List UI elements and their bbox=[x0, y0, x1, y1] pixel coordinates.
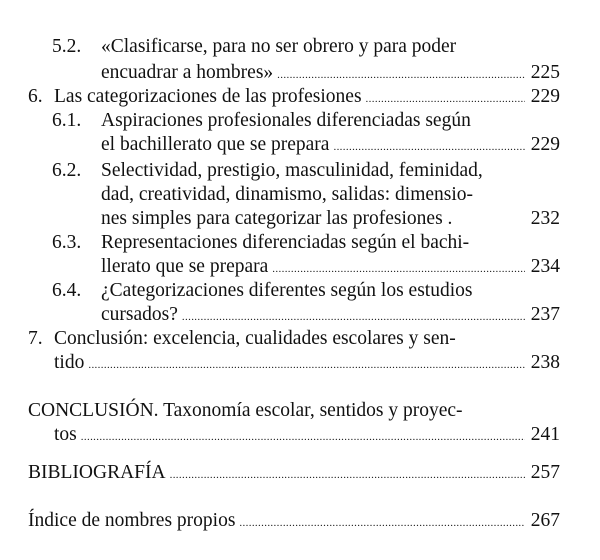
toc-entry-text: Representaciones diferenciadas según el bachi- bbox=[101, 232, 470, 253]
toc-page-number: 229 bbox=[530, 86, 560, 107]
toc-entry-number: 6.4. bbox=[52, 280, 82, 301]
leader-dots bbox=[88, 350, 524, 378]
toc-entry-number: 7. bbox=[28, 328, 43, 349]
toc-entry-text: CONCLUSIÓN. Taxonomía escolar, sentidos y proyec- bbox=[28, 400, 463, 421]
toc-entry-bibliografia bbox=[28, 460, 560, 486]
toc-entry-text: Índice de nombres propios bbox=[28, 510, 236, 531]
toc-entry-conclusion-line-1 bbox=[28, 398, 560, 424]
toc-entry-number: 6. bbox=[28, 86, 43, 107]
toc-entry-6-2-line-2 bbox=[101, 182, 560, 208]
leader-dots bbox=[170, 460, 525, 488]
toc-page-number: 229 bbox=[530, 134, 560, 155]
toc-entry-number: 6.1. bbox=[52, 110, 82, 131]
toc-entry-text: nes simples para categorizar las profesiones . bbox=[101, 208, 453, 229]
toc-entry-text: encuadrar a hombres» bbox=[101, 62, 274, 83]
toc-entry-6-2-line-1 bbox=[0, 158, 560, 184]
toc-entry-6-3-line-2 bbox=[101, 254, 560, 280]
toc-page-number: 225 bbox=[530, 62, 560, 83]
toc-page-number: 257 bbox=[530, 462, 560, 483]
toc-page-number: 267 bbox=[530, 510, 560, 531]
toc-entry-6-3-line-1 bbox=[0, 230, 560, 256]
toc-entry-6-4-line-1 bbox=[0, 278, 560, 304]
toc-entry-6-1-line-2 bbox=[101, 132, 560, 158]
toc-entry-text: BIBLIOGRAFÍA bbox=[28, 462, 166, 483]
toc-page-number: 238 bbox=[530, 352, 560, 373]
leader-dots bbox=[239, 508, 524, 536]
toc-page-number: 237 bbox=[530, 304, 560, 325]
toc-page-number: 241 bbox=[530, 424, 560, 445]
toc-entry-number: 5.2. bbox=[52, 36, 82, 57]
toc-entry-text: Aspiraciones profesionales diferenciadas según bbox=[101, 110, 471, 131]
toc-entry-7-line-2 bbox=[54, 350, 560, 376]
toc-entry-6-4-line-2 bbox=[101, 302, 560, 328]
toc-entry-conclusion-line-2 bbox=[54, 422, 560, 448]
toc-entry-text: ¿Categorizaciones diferentes según los estudios bbox=[101, 280, 473, 301]
toc-entry-5-2-line-2 bbox=[101, 60, 560, 86]
toc-entry-text: el bachillerato que se prepara bbox=[101, 134, 330, 155]
toc-page-number: 232 bbox=[530, 208, 560, 229]
toc-entry-number: 6.3. bbox=[52, 232, 82, 253]
toc-entry-6-1-line-1 bbox=[0, 108, 560, 134]
toc-entry-text: «Clasificarse, para no ser obrero y para poder bbox=[101, 36, 457, 57]
toc-entry-text: Las categorizaciones de las profesiones bbox=[54, 86, 362, 107]
toc-entry-indice bbox=[28, 508, 560, 534]
toc-entry-text: tido bbox=[54, 352, 85, 373]
toc-entry-text: dad, creatividad, dinamismo, salidas: dimensio- bbox=[101, 184, 474, 205]
toc-entry-text: Selectividad, prestigio, masculinidad, feminidad, bbox=[101, 160, 483, 181]
leader-dots bbox=[81, 422, 525, 450]
toc-entry-6-2-line-3 bbox=[101, 206, 560, 232]
toc-entry-text: cursados? bbox=[101, 304, 178, 325]
toc-entry-6 bbox=[28, 84, 560, 110]
toc-entry-5-2-line-1 bbox=[0, 34, 560, 60]
toc-entry-text: Conclusión: excelencia, cualidades escolares y sen- bbox=[54, 328, 456, 349]
toc-entry-text: llerato que se prepara bbox=[101, 256, 269, 277]
toc-entry-text: tos bbox=[54, 424, 77, 445]
leader-dots bbox=[333, 132, 524, 160]
toc-page-number: 234 bbox=[530, 256, 560, 277]
toc-entry-number: 6.2. bbox=[52, 160, 82, 181]
toc-entry-7-line-1 bbox=[0, 326, 560, 352]
